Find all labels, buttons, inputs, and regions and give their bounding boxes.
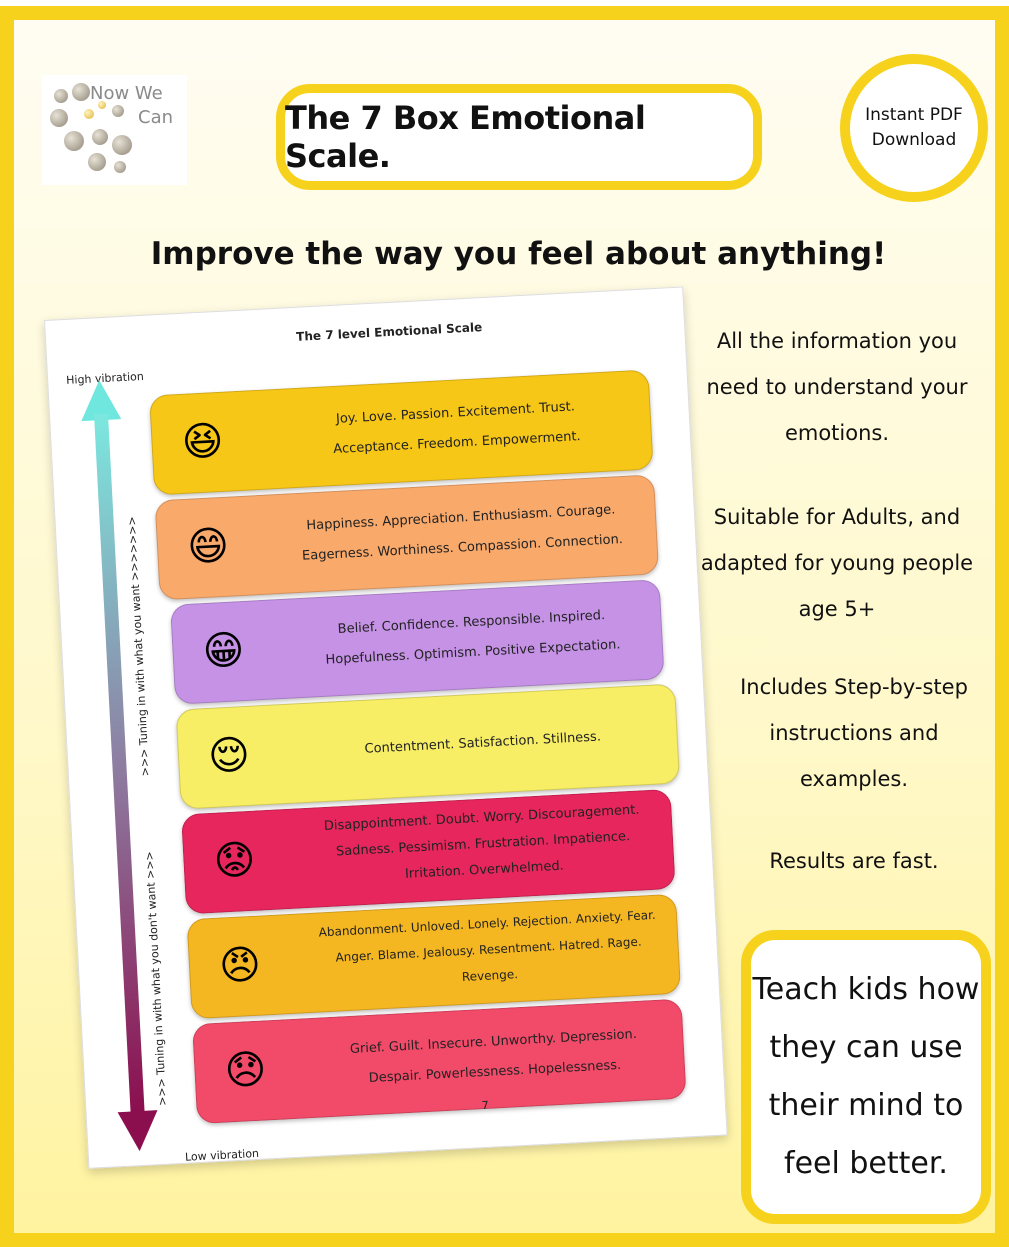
logo-text-line1: Now We bbox=[90, 83, 163, 104]
level-3-line2: Hopefulness. Optimism. Positive Expectation. bbox=[325, 637, 621, 668]
info-line: need to understand your bbox=[706, 375, 968, 399]
info-line: All the information you bbox=[716, 329, 958, 353]
suitable-line: age 5+ bbox=[798, 597, 876, 621]
doc-title: The 7 level Emotional Scale bbox=[295, 320, 483, 344]
now-we-can-logo bbox=[42, 75, 187, 185]
level-6-line3: Revenge. bbox=[461, 967, 519, 985]
happy-face-icon: 😄 bbox=[186, 522, 231, 571]
level-2-line1: Happiness. Appreciation. Enthusiasm. Courage. bbox=[306, 502, 616, 534]
suitable-paragraph bbox=[682, 494, 992, 632]
doc-page-number: 7 bbox=[481, 1098, 490, 1113]
laughing-face-icon: 😆 bbox=[180, 417, 225, 466]
headline-text: Improve the way you feel about anything! bbox=[150, 236, 887, 272]
angry-face-icon: 😠 bbox=[218, 941, 263, 990]
arrow-down-icon bbox=[118, 1110, 160, 1152]
level-band-1 bbox=[149, 369, 654, 495]
level-5-line1: Disappointment. Doubt. Worry. Discouragement. bbox=[323, 802, 640, 835]
badge-line1: Instant PDF bbox=[865, 104, 963, 125]
includes-line: Includes Step-by-step bbox=[740, 675, 968, 699]
level-band-4 bbox=[176, 683, 681, 809]
level-4-line1: Contentment. Satisfaction. Stillness. bbox=[364, 729, 602, 757]
level-band-7 bbox=[192, 999, 687, 1125]
headline bbox=[14, 236, 1009, 272]
kids-line: feel better. bbox=[784, 1146, 948, 1181]
level-7-line2: Despair. Powerlessness. Hopelessness. bbox=[368, 1057, 622, 1087]
includes-line: instructions and bbox=[769, 721, 939, 745]
title-box bbox=[276, 84, 762, 190]
document-preview bbox=[44, 287, 728, 1169]
info-paragraph bbox=[682, 318, 992, 456]
high-vibration-label: High vibration bbox=[65, 369, 145, 387]
teach-kids-box bbox=[741, 930, 991, 1224]
level-1-line1: Joy. Love. Passion. Excitement. Trust. bbox=[335, 399, 576, 427]
instant-pdf-badge bbox=[840, 54, 988, 202]
worried-face-icon: 😟 bbox=[212, 836, 257, 885]
badge-line2: Download bbox=[871, 130, 957, 150]
tuning-in-dont-want-text: >>> Tuning in with what you don't want >>> bbox=[142, 850, 170, 1107]
level-1-line2: Acceptance. Freedom. Empowerment. bbox=[332, 429, 582, 458]
kids-line: Teach kids how bbox=[752, 972, 980, 1007]
suitable-line: Suitable for Adults, and bbox=[713, 505, 961, 529]
kids-line: they can use bbox=[769, 1030, 963, 1065]
level-3-line1: Belief. Confidence. Responsible. Inspired. bbox=[337, 608, 606, 638]
grinning-face-icon: 😁 bbox=[201, 626, 246, 676]
logo-text-line2: Can bbox=[138, 107, 174, 128]
kids-line: their mind to bbox=[768, 1088, 964, 1123]
level-6-line2: Anger. Blame. Jealousy. Resentment. Hatred. Rage. bbox=[335, 934, 642, 965]
page-title: The 7 Box Emotional Scale. bbox=[285, 99, 646, 175]
level-band-6 bbox=[187, 894, 682, 1020]
includes-line: examples. bbox=[799, 767, 908, 791]
level-7-line1: Grief. Guilt. Insecure. Unworthy. Depression. bbox=[349, 1026, 638, 1057]
suitable-line: adapted for young people bbox=[700, 551, 974, 575]
level-band-2 bbox=[155, 474, 660, 600]
level-5-line2: Sadness. Pessimism. Frustration. Impatience. bbox=[335, 829, 631, 860]
level-band-3 bbox=[170, 579, 665, 705]
level-5-line3: Irritation. Overwhelmed. bbox=[404, 858, 565, 882]
info-line: emotions. bbox=[784, 421, 890, 445]
level-6-line1: Abandonment. Unloved. Lonely. Rejection. Anxiety. Fear. bbox=[318, 907, 657, 940]
level-2-line2: Eagerness. Worthiness. Compassion. Connection. bbox=[301, 532, 624, 564]
results-line: Results are fast. bbox=[769, 849, 939, 873]
page-frame bbox=[0, 6, 1009, 1247]
results-paragraph bbox=[704, 838, 1004, 884]
tuning-in-want-text: >>> Tuning in with what you want >>>>>>> bbox=[125, 516, 153, 777]
level-band-5 bbox=[181, 789, 676, 915]
low-vibration-label: Low vibration bbox=[184, 1146, 260, 1164]
sad-face-icon: 😞 bbox=[223, 1046, 268, 1095]
content-face-icon: 😌 bbox=[207, 731, 252, 780]
includes-paragraph bbox=[704, 664, 1004, 802]
